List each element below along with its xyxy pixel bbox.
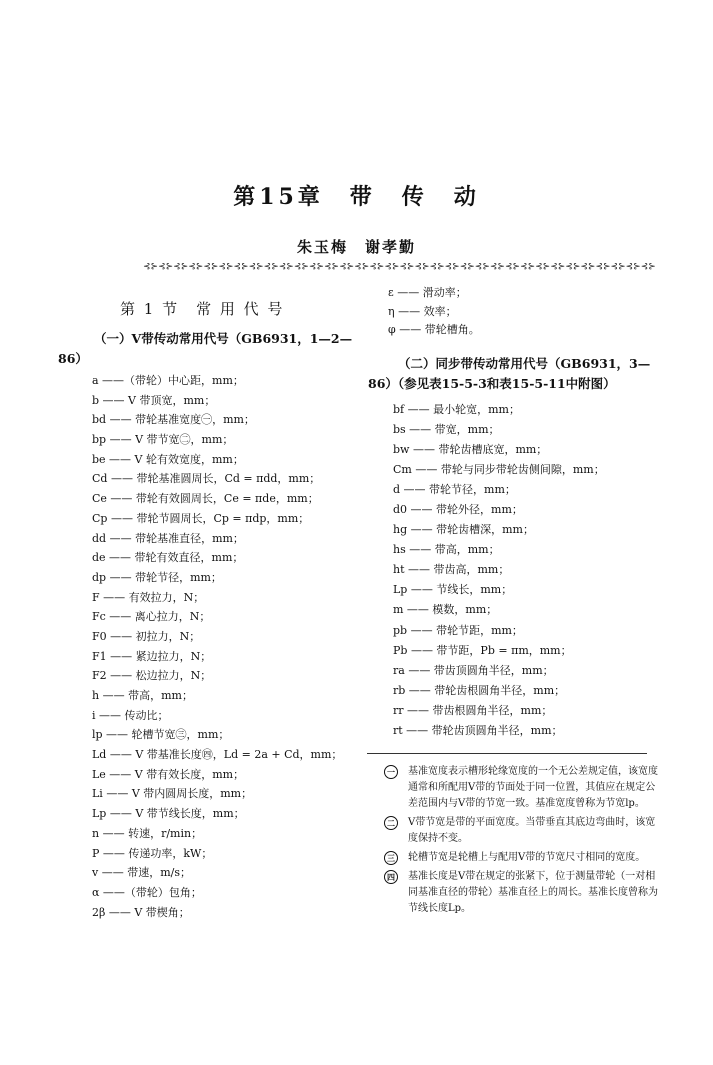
- symbol-item: rt —— 带轮齿顶圆角半径，mm；: [393, 724, 563, 737]
- footnote-mark-icon: 一: [384, 765, 398, 779]
- symbol-item: hs —— 带高，mm；: [393, 543, 500, 557]
- symbol-item: bd —— 带轮基准宽度㊀，mm；: [92, 413, 255, 427]
- footnote: [384, 869, 664, 917]
- symbol-item: i —— 传动比；: [92, 708, 169, 722]
- footnote: [384, 764, 664, 812]
- symbol-item: Ce —— 带轮有效圆周长，Ce = πde，mm；: [92, 492, 319, 506]
- symbol-item: v —— 带速，m/s；: [92, 866, 191, 880]
- footnote: [384, 815, 664, 847]
- symbol-item: F2 —— 松边拉力，N；: [92, 669, 212, 683]
- symbol-item: Lp —— V 带节线长度，mm；: [92, 807, 245, 821]
- symbol-item: m —— 模数，mm；: [393, 603, 498, 617]
- symbol-item: Fc —— 离心拉力，N；: [92, 610, 211, 624]
- left-column: [58, 298, 370, 922]
- symbol-item: Ld —— V 带基准长度㊃，Ld = 2a + Cd，mm；: [92, 748, 343, 762]
- symbol-item: pb —— 带轮节距，mm；: [393, 623, 523, 637]
- symbol-item: bw —— 带轮齿槽底宽，mm；: [393, 442, 548, 456]
- footnote: [384, 850, 664, 866]
- footnote-mark-icon: 二: [384, 816, 398, 830]
- chapter-title: 第15章 带 传 动: [233, 184, 480, 210]
- footnote-text: 轮槽节宽是轮槽上与配用V带的节宽尺寸相同的宽度。: [408, 852, 646, 863]
- symbol-item: Lp —— 节线长，mm；: [393, 583, 513, 597]
- symbol-item: Pb —— 带节距，Pb = πm，mm；: [393, 643, 572, 657]
- symbol-item: dp —— 带轮节径，mm；: [92, 570, 222, 584]
- footnote-text: V带节宽是带的平面宽度。当带垂直其底边弯曲时，该宽度保持不变。: [408, 817, 656, 844]
- footnote-mark-icon: 四: [384, 870, 398, 884]
- v-belt-symbol-list: [70, 371, 370, 922]
- footnote-text: 基准宽度表示槽形轮缘宽度的一个无公差规定值，该宽度通常和所配用V带的节面处于同一位置，其值应在规定公差范围内与V带的节宽一致。基准宽度曾称为节宽lp。: [408, 766, 658, 809]
- symbol-item: Cd —— 带轮基准圆周长，Cd = πdd，mm；: [92, 472, 321, 486]
- footnote-text: 基准长度是V带在规定的张紧下，位于测量带轮（一对相同基准直径的带轮）基准直径上的周长。基准长度曾称为节线长度Lp。: [408, 871, 658, 914]
- section-title: 第 1 节 常 用 代 号: [120, 300, 285, 318]
- symbol-item: F —— 有效拉力，N；: [92, 590, 205, 604]
- symbol-item: b —— V 带顶宽，mm；: [92, 393, 216, 407]
- symbol-item: be —— V 轮有效宽度，mm；: [92, 452, 244, 466]
- symbol-item: P —— 传递功率，kW；: [92, 846, 213, 860]
- sync-belt-symbol-list: [360, 400, 660, 742]
- symbol-item: F0 —— 初拉力，N；: [92, 629, 201, 643]
- symbol-item: ε —— 滑动率；: [388, 286, 467, 299]
- symbol-item: n —— 转速，r/min；: [92, 826, 203, 840]
- footnote-rule: [367, 753, 647, 754]
- symbol-item: 2β —— V 带楔角；: [92, 905, 190, 919]
- symbol-item: rr —— 带齿根圆角半径，mm；: [393, 703, 553, 717]
- symbol-item: bs —— 带宽，mm；: [393, 422, 500, 436]
- symbol-item: lp —— 轮槽节宽㊂，mm；: [92, 728, 230, 742]
- symbol-item: Cp —— 带轮节圆周长，Cp = πdp，mm；: [92, 511, 310, 525]
- symbol-item: de —— 带轮有效直径，mm；: [92, 551, 244, 565]
- symbol-item: ht —— 带齿高，mm；: [393, 563, 510, 577]
- symbol-item: a ——（带轮）中心距，mm；: [92, 374, 244, 387]
- symbol-item: bf —— 最小轮宽，mm；: [393, 402, 520, 416]
- symbol-item: η —— 效率；: [388, 304, 457, 318]
- symbol-item: Cm —— 带轮与同步带轮齿侧间隙，mm；: [393, 462, 605, 476]
- symbol-item: φ —— 带轮槽角。: [388, 323, 480, 336]
- v-belt-symbol-list-continued: [360, 284, 660, 340]
- symbol-item: ra —— 带齿顶圆角半径，mm；: [393, 663, 554, 677]
- right-column: [360, 284, 660, 741]
- footnotes: [384, 764, 664, 920]
- subsection-heading-v-belt: （一）V带传动常用代号（GB6931，1—2—86）: [58, 331, 353, 366]
- symbol-item: bp —— V 带节宽㊁，mm；: [92, 433, 234, 447]
- symbol-item: d —— 带轮节径，mm；: [393, 482, 516, 496]
- symbol-item: α ——（带轮）包角；: [92, 885, 202, 899]
- symbol-item: dd —— 带轮基准直径，mm；: [92, 531, 244, 545]
- chapter-authors: 朱玉梅 谢孝勤: [296, 238, 416, 256]
- subsection-heading-sync-belt: （二）同步带传动常用代号（GB6931，3—86）（参见表15-5-3和表15-5-11中附图）: [368, 355, 651, 391]
- footnote-mark-icon: 三: [384, 851, 398, 865]
- symbol-item: Li —— V 带内圆周长度，mm；: [92, 787, 253, 801]
- symbol-item: h —— 带高，mm；: [92, 689, 193, 702]
- symbol-item: hg —— 带轮齿槽深，mm；: [393, 523, 534, 537]
- symbol-item: Le —— V 带有效长度，mm；: [92, 767, 245, 781]
- ornamental-divider: ⊰⊱⊰⊱⊰⊱⊰⊱⊰⊱⊰⊱⊰⊱⊰⊱⊰⊱⊰⊱⊰⊱⊰⊱⊰⊱⊰⊱⊰⊱⊰⊱⊰⊱⊰⊱⊰⊱⊰⊱⊰⊱⊰⊱⊰⊱⊰⊱⊰⊱⊰⊱⊰⊱⊰⊱⊰⊱⊰⊱⊰⊱⊰⊱⊰⊱⊰⊱: [143, 262, 656, 272]
- symbol-item: rb —— 带轮齿根圆角半径，mm；: [393, 683, 566, 697]
- symbol-item: F1 —— 紧边拉力，N；: [92, 649, 212, 663]
- symbol-item: d0 —— 带轮外径，mm；: [393, 502, 523, 516]
